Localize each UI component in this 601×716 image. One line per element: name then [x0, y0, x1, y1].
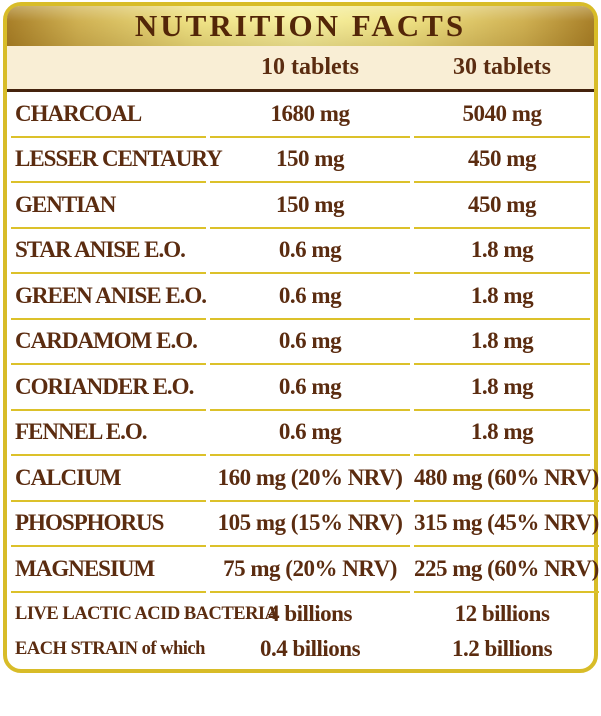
- table-row: [7, 365, 594, 411]
- table-row: [7, 597, 594, 632]
- amount-10-tablets: 0.6 mg: [210, 320, 410, 366]
- amount-30-tablets: 1.8 mg: [414, 320, 590, 366]
- ingredient-name: LESSER CENTAURY: [11, 138, 206, 184]
- ingredient-name: CALCIUM: [11, 456, 206, 502]
- ingredient-name: GREEN ANISE E.O.: [11, 274, 206, 320]
- amount-30-tablets: 315 mg (45% NRV): [414, 502, 599, 548]
- amount-30-tablets: 450 mg: [414, 138, 590, 184]
- table-row: [7, 138, 594, 184]
- ingredient-name: FENNEL E.O.: [11, 411, 206, 457]
- table-row: [7, 274, 594, 320]
- ingredient-rows: [7, 92, 599, 593]
- bacteria-rows: [7, 593, 594, 667]
- table-row: [7, 229, 594, 275]
- ingredient-name: PHOSPHORUS: [11, 502, 206, 548]
- amount-10-tablets: 0.6 mg: [210, 365, 410, 411]
- amount-30-tablets: 1.8 mg: [414, 365, 590, 411]
- amount-30-tablets: 450 mg: [414, 183, 590, 229]
- amount-30-tablets: 12 billions: [454, 601, 550, 626]
- amount-30-tablets: 1.8 mg: [414, 411, 590, 457]
- table-row: [7, 547, 599, 593]
- table-row: [7, 183, 594, 229]
- label-header: [7, 6, 594, 46]
- ingredient-name: CHARCOAL: [11, 92, 206, 138]
- amount-10-tablets: 0.6 mg: [210, 411, 410, 457]
- ingredient-name: CORIANDER E.O.: [11, 365, 206, 411]
- amount-10-tablets: 160 mg (20% NRV): [210, 456, 410, 502]
- ingredient-name: GENTIAN: [11, 183, 206, 229]
- column-header-10-tablets: 10 tablets: [261, 54, 359, 80]
- table-row: [7, 502, 599, 548]
- amount-10-tablets: 0.6 mg: [210, 229, 410, 275]
- ingredient-name: EACH STRAIN of which: [15, 638, 205, 659]
- amount-30-tablets: 225 mg (60% NRV): [414, 547, 599, 593]
- amount-10-tablets: 150 mg: [210, 138, 410, 184]
- amount-10-tablets: 4 billions: [268, 601, 352, 626]
- table-row: [7, 320, 594, 366]
- amount-10-tablets: 0.6 mg: [210, 274, 410, 320]
- amount-30-tablets: 1.2 billions: [451, 636, 553, 661]
- amount-10-tablets: 75 mg (20% NRV): [210, 547, 410, 593]
- ingredient-name: CARDAMOM E.O.: [11, 320, 206, 366]
- nutrition-facts-label: [3, 2, 598, 673]
- table-row: [7, 92, 594, 138]
- amount-10-tablets: 150 mg: [210, 183, 410, 229]
- table-row: [7, 632, 594, 667]
- amount-30-tablets: 480 mg (60% NRV): [414, 456, 599, 502]
- ingredient-name: MAGNESIUM: [11, 547, 206, 593]
- table-row: [7, 456, 599, 502]
- column-header-row: [7, 46, 594, 92]
- label-title: NUTRITION FACTS: [134, 8, 467, 43]
- amount-10-tablets: 0.4 billions: [259, 636, 361, 661]
- ingredient-name: STAR ANISE E.O.: [11, 229, 206, 275]
- amount-10-tablets: 105 mg (15% NRV): [210, 502, 410, 548]
- ingredient-name: LIVE LACTIC ACID BACTERIA: [15, 603, 278, 624]
- table-row: [7, 411, 594, 457]
- amount-30-tablets: 1.8 mg: [414, 274, 590, 320]
- amount-30-tablets: 5040 mg: [414, 92, 590, 138]
- amount-30-tablets: 1.8 mg: [414, 229, 590, 275]
- amount-10-tablets: 1680 mg: [210, 92, 410, 138]
- column-header-30-tablets: 30 tablets: [453, 54, 551, 80]
